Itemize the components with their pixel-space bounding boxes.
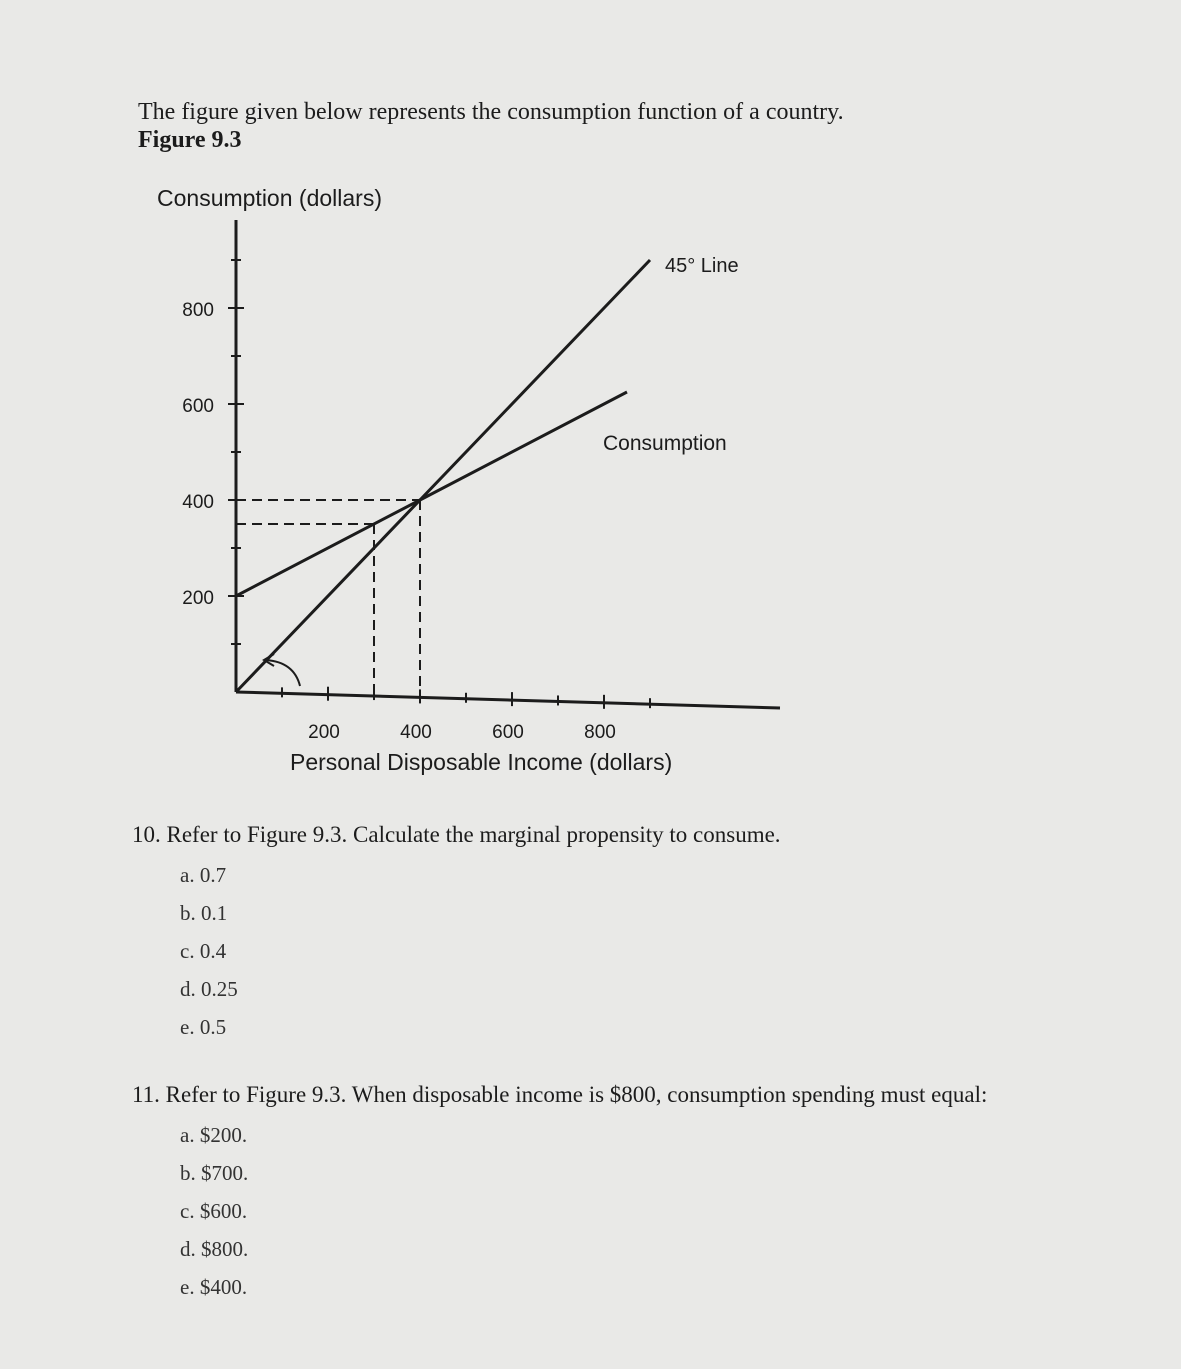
consumption-line: [236, 392, 627, 596]
x-axis-label: Personal Disposable Income (dollars): [290, 749, 673, 775]
answer-option[interactable]: a. $200.: [180, 1123, 248, 1147]
y-tick-label: 600: [182, 396, 214, 417]
answer-option[interactable]: c. $600.: [180, 1199, 248, 1223]
x-axis: [236, 692, 780, 708]
forty-five-degree-line: [236, 260, 650, 692]
consumption-line-label: Consumption: [603, 432, 727, 455]
figure-label: Figure 9.3: [138, 127, 242, 153]
forty-five-line-label: 45° Line: [665, 255, 739, 277]
question-stem: 10. Refer to Figure 9.3. Calculate the marginal propensity to consume.: [132, 822, 781, 847]
x-tick-label: 200: [308, 722, 340, 743]
question-11: [132, 1080, 987, 1306]
answer-option[interactable]: a. 0.7: [180, 863, 227, 887]
question-10: [132, 820, 781, 1046]
intro-text: The figure given below represents the consumption function of a country.: [138, 99, 844, 125]
answer-options: [180, 1116, 987, 1306]
y-tick-label: 400: [182, 492, 214, 513]
y-tick-label: 200: [182, 588, 214, 609]
answer-option[interactable]: d. 0.25: [180, 977, 238, 1001]
y-axis-label: Consumption (dollars): [157, 185, 382, 211]
x-tick-label: 600: [492, 722, 524, 743]
question-stem: 11. Refer to Figure 9.3. When disposable income is $800, consumption spending must equal:: [132, 1082, 988, 1107]
answer-option[interactable]: e. 0.5: [180, 1015, 227, 1039]
x-tick-label: 400: [400, 722, 432, 743]
y-tick-label: 800: [182, 300, 214, 321]
answer-option[interactable]: d. $800.: [180, 1237, 249, 1261]
answer-option[interactable]: e. $400.: [180, 1275, 248, 1299]
answer-option[interactable]: c. 0.4: [180, 939, 227, 963]
answer-options: [180, 856, 781, 1046]
x-tick-label: 800: [584, 722, 616, 743]
answer-option[interactable]: b. 0.1: [180, 901, 228, 925]
answer-option[interactable]: b. $700.: [180, 1161, 249, 1185]
